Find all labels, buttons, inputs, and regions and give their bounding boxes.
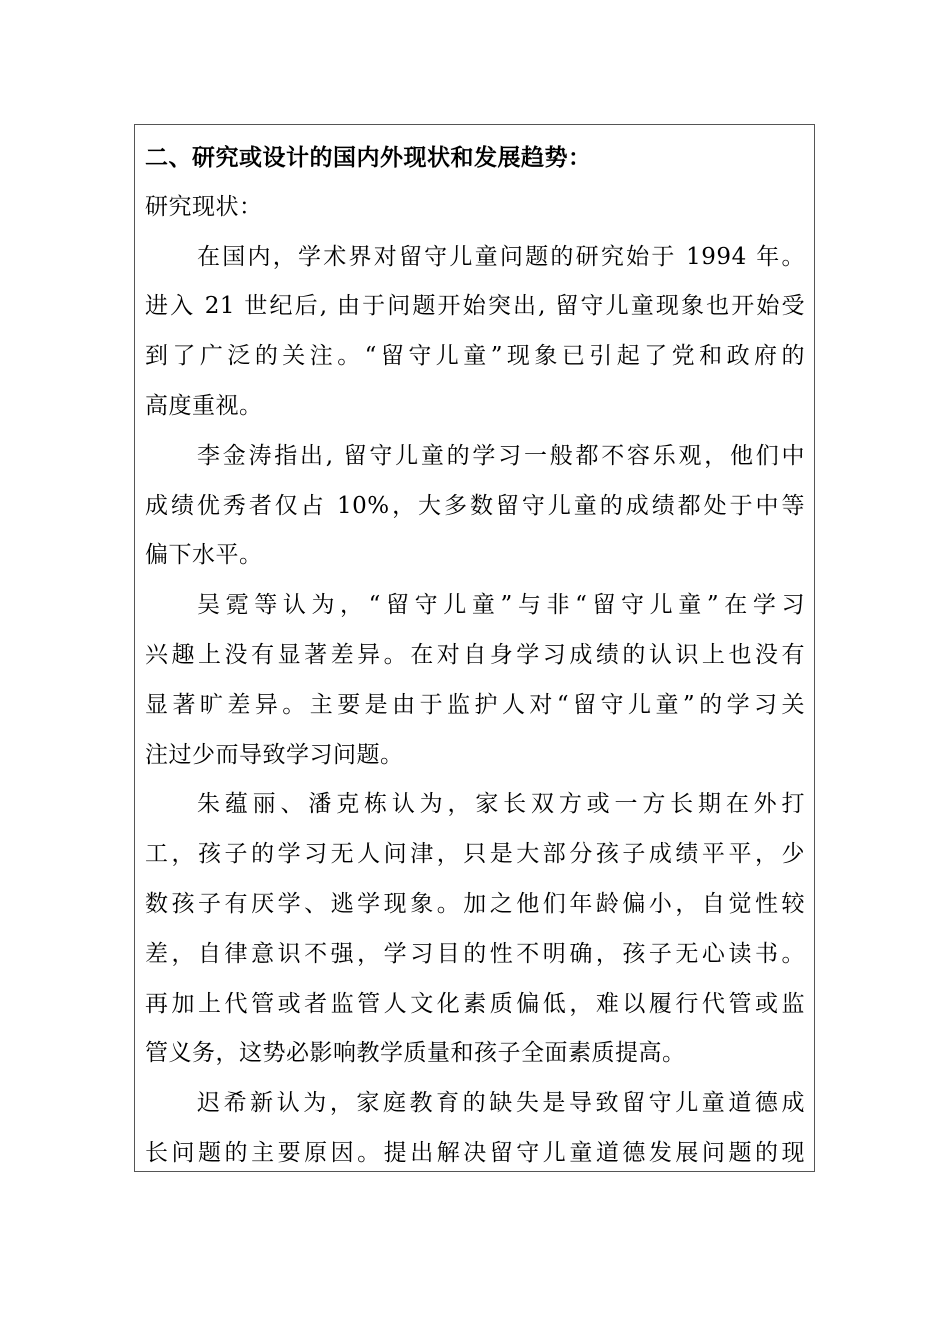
paragraph-line: 数孩子有厌学、逃学现象。加之他们年龄偏小，自觉性较 — [145, 890, 805, 917]
paragraph-line: 成绩优秀者仅占 10%，大多数留守儿童的成绩都处于中等 — [145, 492, 805, 519]
paragraph-line: 工，孩子的学习无人问津，只是大部分孩子成绩平平，少 — [145, 841, 805, 868]
paragraph-line: 朱蕴丽、潘克栋认为，家长双方或一方长期在外打 — [197, 791, 805, 818]
paragraph-line: 吴霓等认为，“留守儿童”与非“留守儿童”在学习 — [197, 592, 805, 619]
paragraph-line: 兴趣上没有显著差异。在对自身学习成绩的认识上也没有 — [145, 641, 805, 668]
paragraph-line: 偏下水平。 — [145, 542, 263, 569]
paragraph-3 — [145, 581, 805, 780]
paragraph-4 — [145, 780, 805, 1079]
paragraph-line: 迟希新认为，家庭教育的缺失是导致留守儿童道德成 — [197, 1090, 805, 1117]
paragraph-line: 管义务，这势必影响教学质量和孩子全面素质提高。 — [145, 1040, 686, 1067]
document-content — [145, 133, 805, 1172]
paragraph-line: 差，自律意识不强，学习目的性不明确，孩子无心读书。 — [145, 940, 805, 967]
paragraph-1 — [145, 233, 805, 432]
section-subheading: 研究现状： — [145, 193, 263, 220]
paragraph-line: 长问题的主要原因。提出解决留守儿童道德发展问题的现 — [145, 1139, 805, 1166]
paragraph-5 — [145, 1079, 805, 1172]
paragraph-line: 高度重视。 — [145, 392, 263, 419]
paragraph-line: 再加上代管或者监管人文化素质偏低，难以履行代管或监 — [145, 990, 805, 1017]
paragraph-line: 显著旷差异。主要是由于监护人对“留守儿童”的学习关 — [145, 691, 805, 718]
paragraph-line: 在国内，学术界对留守儿童问题的研究始于 1994 年。 — [197, 243, 805, 270]
paragraph-line: 注过少而导致学习问题。 — [145, 741, 404, 768]
paragraph-line: 进入 21 世纪后, 由于问题开始突出, 留守儿童现象也开始受 — [145, 293, 805, 320]
document-text-box — [134, 124, 815, 1172]
paragraph-line: 到了广泛的关注。“留守儿童”现象已引起了党和政府的 — [145, 343, 805, 370]
paragraph-2 — [145, 432, 805, 581]
paragraph-line: 李金涛指出, 留守儿童的学习一般都不容乐观，他们中 — [197, 442, 805, 469]
section-heading: 二、研究或设计的国内外现状和发展趋势： — [145, 144, 592, 171]
